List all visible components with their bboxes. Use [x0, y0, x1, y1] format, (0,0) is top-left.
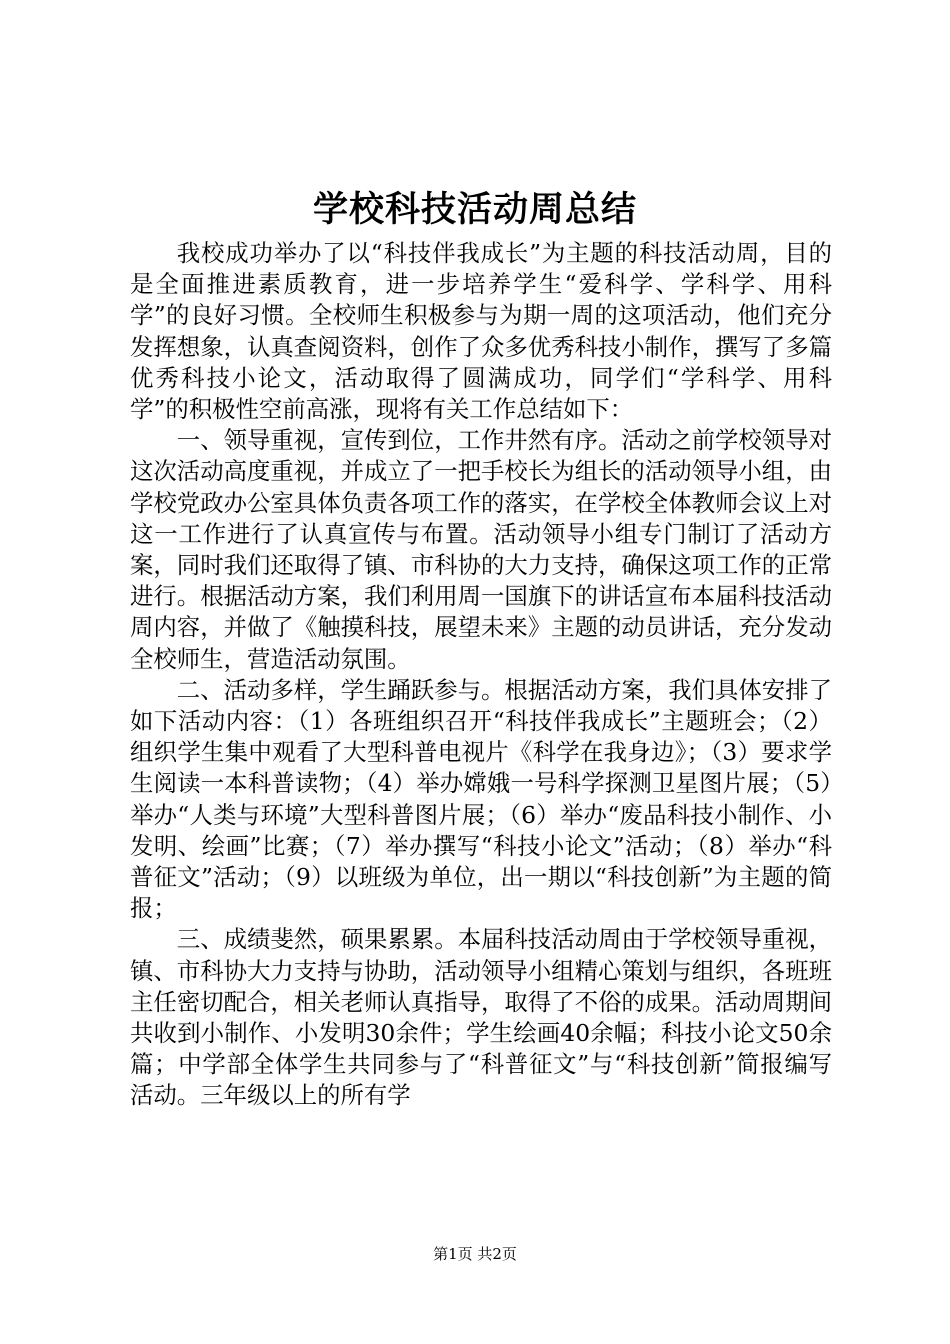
paragraph-section-1: 一、领导重视，宣传到位，工作井然有序。活动之前学校领导对这次活动高度重视，并成立了一把手校长为组长的活动领导小组，由学校党政办公室具体负责各项工作的落实，在学校全体教师会议上对这一工作进行了认真宣传与布置。活动领导小组专门制订了活动方案，同时我们还取得了镇、市科协的大力支持，确保这项工作的正常进行。根据活动方案，我们利用周一国旗下的讲话宣布本届科技活动周内容，并做了《触摸科技，展望未来》主题的动员讲话，充分发动全校师生，营造活动氛围。: [130, 426, 832, 673]
paragraph-section-2: 二、活动多样，学生踊跃参与。根据活动方案，我们具体安排了如下活动内容：（1）各班组织召开“科技伴我成长”主题班会；（2）组织学生集中观看了大型科普电视片《科学在我身边》；（3）要求学生阅读一本科普读物；（4）举办嫦娥一号科学探测卫星图片展；（5）举办“人类与环境”大型科普图片展；（6）举办“废品科技小制作、小发明、绘画”比赛；（7）举办撰写“科技小论文”活动；（8）举办“科普征文”活动；（9）以班级为单位，出一期以“科技创新”为主题的简报；: [130, 675, 832, 923]
document-title: 学校科技活动周总结: [312, 189, 637, 230]
paragraph-section-3: 三、成绩斐然，硕果累累。本届科技活动周由于学校领导重视，镇、市科协大力支持与协助，活动领导小组精心策划与组织，各班班主任密切配合，相关老师认真指导，取得了不俗的成果。活动周期间共收到小制作、小发明30余件；学生绘画40余幅；科技小论文50余篇；中学部全体学生共同参与了“科普征文”与“科技创新”简报编写活动。三年级以上的所有学: [130, 925, 832, 1110]
page-number-footer: 第1页 共2页: [433, 1245, 517, 1263]
paragraph-intro: 我校成功举办了以“科技伴我成长”为主题的科技活动周，目的是全面推进素质教育，进一步培养学生“爱科学、学科学、用科学”的良好习惯。全校师生积极参与为期一周的这项活动，他们充分发挥想象，认真查阅资料，创作了众多优秀科技小制作，撰写了多篇优秀科技小论文，活动取得了圆满成功，同学们“学科学、用科学”的积极性空前高涨，现将有关工作总结如下：: [130, 239, 832, 424]
document-body: [130, 238, 832, 1112]
